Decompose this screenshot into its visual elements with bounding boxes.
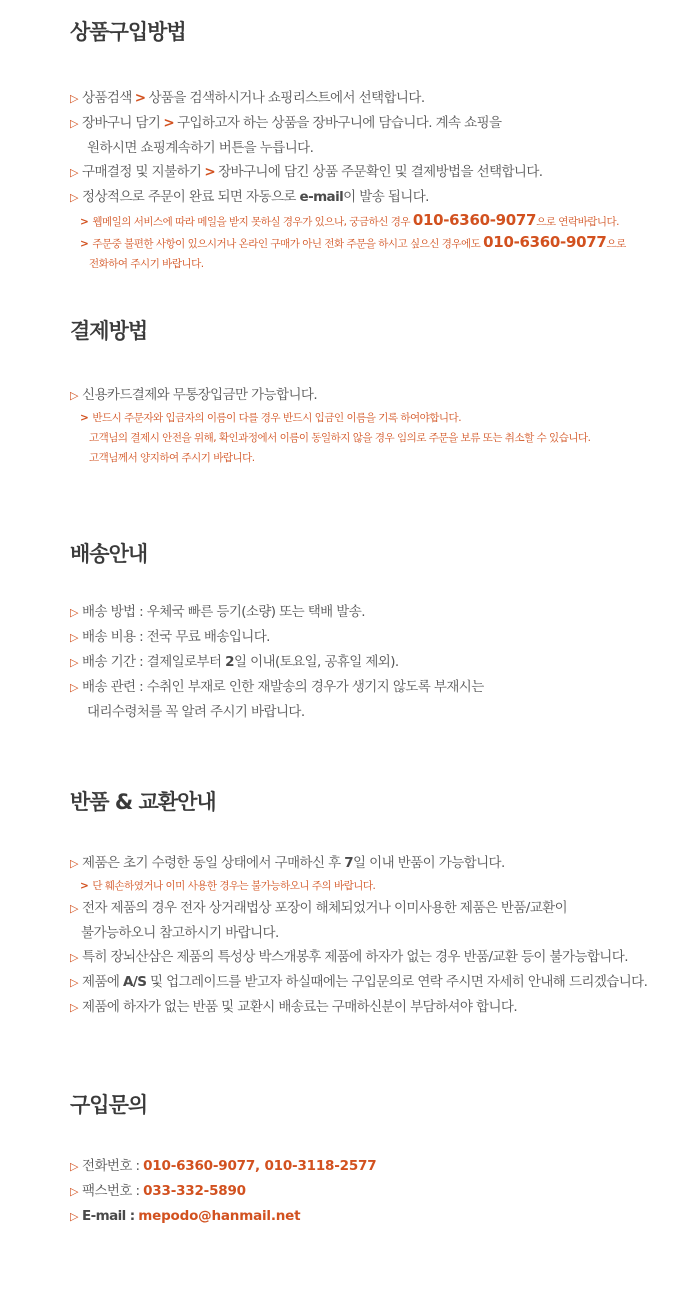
notice-continuation: 고객님의 결제시 안전을 위해, 확인과정에서 이름이 동일하지 않을 경우 임의로 주문을 보류 또는 취소할 수 있습니다. [89, 432, 591, 444]
arrow-icon: > [80, 412, 89, 424]
bullet-icon: ▷ [70, 976, 78, 989]
as-word: A/S [123, 974, 147, 990]
list-item: ▷ 배송 기간 : 결제일로부터 2일 이내(토요일, 공휴일 제외). [70, 650, 484, 675]
phone-highlight: 010-6360-9077 [412, 211, 537, 229]
list-item-continuation: 대리수령처를 꼭 알려 주시기 바랍니다. [87, 704, 305, 720]
delivery-title: 배송안내 [70, 542, 148, 566]
bullet-icon: ▷ [70, 681, 78, 694]
bullet-icon: ▷ [70, 191, 78, 204]
list-item: ▷ 전자 제품의 경우 전자 상거래법상 포장이 해체되었거나 이미사용한 제품은 반품/교환이 [70, 896, 647, 921]
purchase-list [70, 86, 626, 274]
purchase-title: 상품구입방법 [70, 20, 186, 44]
notice-line: > 반드시 주문자와 입금자의 이름이 다를 경우 반드시 입금인 이름을 기록 하여야합니다. [80, 412, 462, 424]
list-item: ▷ 제품은 초기 수령한 동일 상태에서 구매하신 후 7일 이내 반품이 가능합니다. [70, 851, 647, 876]
list-item: ▷ 배송 방법 : 우체국 빠른 등기(소량) 또는 택배 발송. [70, 600, 484, 625]
fax-item: ▷ 팩스번호 : 033-332-5890 [70, 1179, 376, 1204]
phone-item: ▷ 전화번호 : 010-6360-9077, 010-3118-2577 [70, 1154, 376, 1179]
list-item: ▷ 제품에 A/S 및 업그레이드를 받고자 하실때에는 구입문의로 연락 주시면 자세히 안내해 드리겠습니다. [70, 970, 647, 995]
fax-value: 033-332-5890 [143, 1183, 246, 1199]
notice-continuation: 전화하여 주시기 바랍니다. [89, 258, 204, 270]
payment-section [70, 317, 685, 464]
list-item: ▷ 신용카드결제와 무통장입금만 가능합니다. [70, 383, 590, 408]
arrow-icon: > [80, 238, 89, 250]
list-item: ▷ 정상적으로 주문이 완료 되면 자동으로 e-mail이 발송 됩니다. [70, 185, 626, 210]
arrow-icon: > [80, 216, 89, 228]
notice-continuation: 고객님께서 양지하여 주시기 바랍니다. [89, 452, 255, 464]
days-number: 7 [344, 855, 354, 871]
returns-list [70, 851, 647, 1020]
payment-title: 결제방법 [70, 319, 148, 343]
bullet-icon: ▷ [70, 631, 78, 644]
list-item: ▷ 장바구니 담기 > 구입하고자 하는 상품을 장바구니에 담습니다. 계속 쇼핑을 [70, 111, 626, 136]
phone-value: 010-6360-9077, 010-3118-2577 [143, 1158, 377, 1174]
returns-section [70, 788, 685, 1015]
delivery-list [70, 600, 484, 724]
bullet-icon: ▷ [70, 857, 78, 870]
email-word: e-mail [299, 189, 344, 205]
purchase-section [70, 18, 685, 270]
bullet-icon: ▷ [70, 1001, 78, 1014]
bullet-icon: ▷ [70, 951, 78, 964]
bullet-icon: ▷ [70, 606, 78, 619]
inquiry-list [70, 1154, 376, 1229]
inquiry-section [70, 1091, 685, 1224]
list-item: ▷ 배송 비용 : 전국 무료 배송입니다. [70, 625, 484, 650]
bullet-icon: ▷ [70, 902, 78, 915]
email-link[interactable]: mepodo@hanmail.net [138, 1208, 301, 1224]
arrow-icon: > [204, 164, 216, 180]
arrow-icon: > [80, 880, 89, 892]
arrow-icon: > [134, 90, 146, 106]
bullet-icon: ▷ [70, 117, 78, 130]
bullet-icon: ▷ [70, 1160, 78, 1173]
days-number: 2 [225, 654, 234, 670]
list-item: ▷ 구매결정 및 지불하기 > 장바구니에 담긴 상품 주문확인 및 결제방법을 선택합니다. [70, 160, 626, 185]
notice-line: > 주문중 불편한 사항이 있으시거나 온라인 구매가 아닌 전화 주문을 하시고 싶으신 경우에도 010-6360-9077으로 [80, 233, 626, 251]
arrow-icon: > [163, 115, 175, 131]
bullet-icon: ▷ [70, 92, 78, 105]
notice-line: > 웹메일의 서비스에 따라 메일을 받지 못하실 경우가 있으나, 궁금하신 경우 010-6360-9077으로 연락바랍니다. [80, 211, 620, 229]
list-item: ▷ 특히 장뇌산삼은 제품의 특성상 박스개봉후 제품에 하자가 없는 경우 반품/교환 등이 불가능합니다. [70, 945, 647, 970]
returns-title: 반품 & 교환안내 [70, 790, 216, 814]
list-item-continuation: 원하시면 쇼핑계속하기 버튼을 누릅니다. [87, 140, 314, 156]
list-item: ▷ 제품에 하자가 없는 반품 및 교환시 배송료는 구매하신분이 부담하셔야 합니다. [70, 995, 647, 1020]
list-item-continuation: 불가능하오니 참고하시기 바랍니다. [81, 925, 279, 941]
list-item: ▷ 상품검색 > 상품을 검색하시거나 쇼핑리스트에서 선택합니다. [70, 86, 626, 111]
bullet-icon: ▷ [70, 166, 78, 179]
payment-list [70, 383, 590, 468]
bullet-icon: ▷ [70, 1210, 78, 1223]
inquiry-title: 구입문의 [70, 1093, 148, 1117]
list-item: ▷ 배송 관련 : 수취인 부재로 인한 재발송의 경우가 생기지 않도록 부재시는 [70, 675, 484, 700]
bullet-icon: ▷ [70, 1185, 78, 1198]
phone-highlight: 010-6360-9077 [483, 233, 607, 251]
notice-line: > 단 훼손하였거나 이미 사용한 경우는 불가능하오니 주의 바랍니다. [80, 880, 376, 892]
email-item: ▷ E-mail : mepodo@hanmail.net [70, 1204, 376, 1229]
delivery-section [70, 540, 685, 720]
bullet-icon: ▷ [70, 389, 78, 402]
bullet-icon: ▷ [70, 656, 78, 669]
